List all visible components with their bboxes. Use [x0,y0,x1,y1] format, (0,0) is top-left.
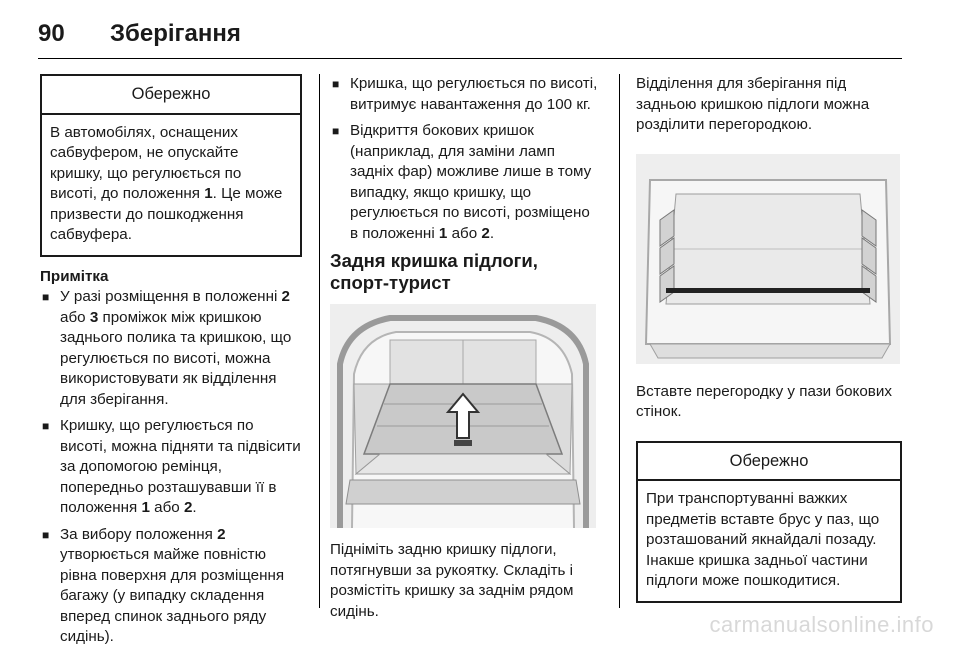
intro-paragraph: Відділення для зберігання під задньою кришкою підлоги можна розділити перегородкою. [636,75,870,133]
column-divider-2 [619,74,620,608]
list-item: ■ У разі розміщення в положенні 2 або 3 проміжок між кришкою заднього полика та кришкою, що регулюється по висоті, можна використовувати як відділення для зберігання. [40,287,302,410]
warning-box-subwoofer [40,74,302,257]
column-divider-1 [319,74,320,608]
list-item: ■ Кришка, що регулюється по висоті, витримує навантаження до 100 кг. [330,74,602,115]
column-1 [40,74,302,654]
warning-title: Обережно [42,76,300,115]
list-item: ■ Кришку, що регулюється по висоті, можна підняти та підвісити за допомогою ремінця, попередньо розташувавши її в положення 1 або 2. [40,416,302,519]
cargo-floor-illustration [330,304,596,528]
watermark: carmanualsonline.info [709,612,934,637]
list-item: ■ Відкриття бокових кришок (наприклад, для заміни ламп задніх фар) можливе лише в тому випадку, якщо кришку, що регулюється по висоті, розміщено в положенні 1 або 2. [330,121,602,244]
column-2 [330,74,602,622]
section-heading: Задня кришка підлоги, спорт-турист [330,250,538,293]
warning-body: В автомобілях, оснащених сабвуфером, не опускайте кришку, що регулюється по висоті, до положення 1. Це може призвести до пошкодження сабвуфера. [50,123,283,243]
warning-title: Обережно [638,443,900,482]
note-heading: Примітка [40,267,109,285]
divider-illustration [636,154,900,364]
warning-body: При транспортуванні важких предметів вставте брус у паз, що розташований якнайдалі позаду. Інакше кришка задньої частини підлоги може пошкодитися. [646,490,880,589]
page-title: Зберігання [110,20,241,47]
warning-box-heavy-load [636,441,902,603]
figure-caption: Підніміть задню кришку підлоги, потягнувши за рукоятку. Складіть і розмістіть кришку за заднім рядом сидінь. [330,541,574,620]
list-item: ■ За вибору положення 2 утворюється майже повністю рівна поверхня для розміщення багажу (у випадку складення вперед спинок заднього ряду сидінь). [40,525,302,648]
figure-caption: Вставте перегородку у пази бокових стінок. [636,382,892,420]
page-number: 90 [38,20,65,47]
column-3 [636,74,902,603]
header-rule [38,58,902,59]
page-header [38,14,241,54]
note-list [40,287,302,648]
bullet-list [330,74,602,244]
